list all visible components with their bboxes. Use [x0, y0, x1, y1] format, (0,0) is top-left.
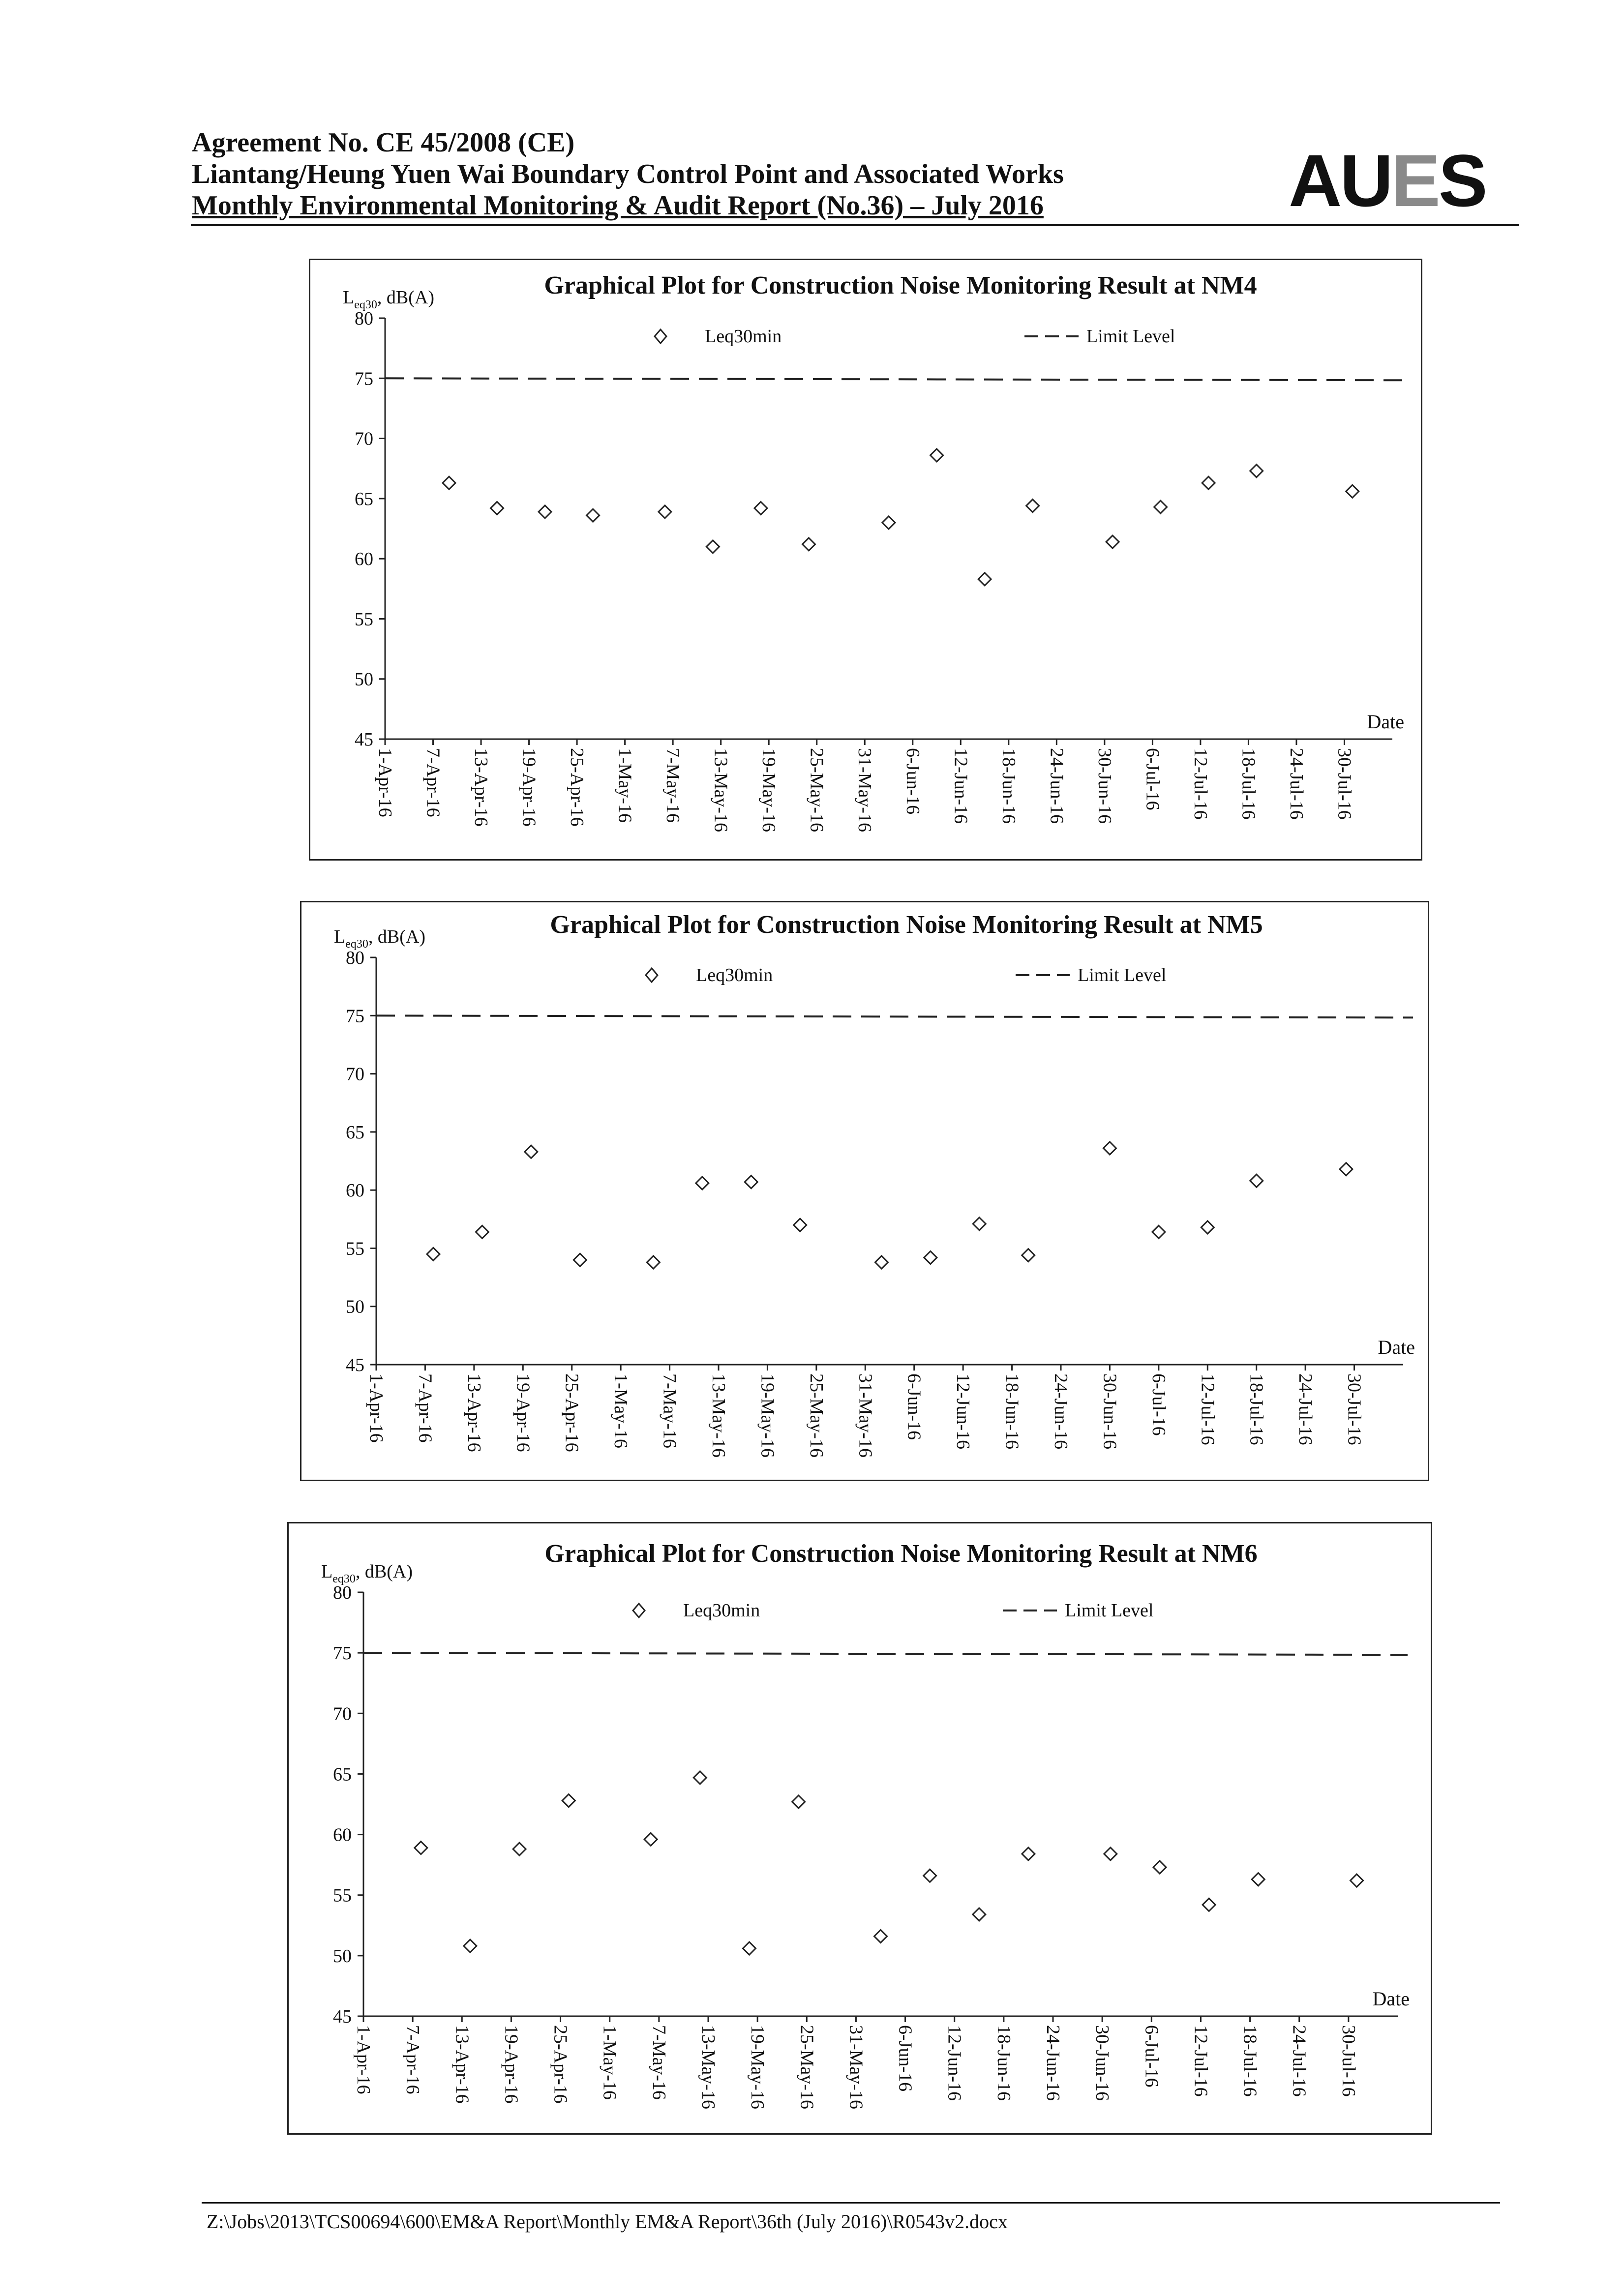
- x-tick-label: 30-Jun-16: [1092, 2025, 1113, 2101]
- data-point: [1106, 536, 1119, 548]
- x-tick-label: 7-May-16: [659, 1373, 680, 1448]
- data-point: [464, 1939, 477, 1952]
- y-tick-label: 70: [333, 1703, 352, 1725]
- x-tick-label: 30-Jul-16: [1338, 2025, 1359, 2097]
- x-tick-label: 7-Apr-16: [415, 1373, 436, 1443]
- data-point: [1351, 1874, 1363, 1887]
- data-point: [924, 1251, 937, 1264]
- data-point: [794, 1219, 807, 1231]
- y-tick-label: 75: [333, 1643, 352, 1664]
- header-rule: [191, 224, 1519, 226]
- data-point: [1154, 501, 1167, 513]
- x-tick-label: 24-Jul-16: [1295, 1373, 1316, 1445]
- aues-logo: [1289, 139, 1486, 222]
- x-tick-label: 30-Jul-16: [1344, 1373, 1365, 1445]
- x-tick-label: 18-Jul-16: [1238, 748, 1259, 820]
- x-tick-label: 6-Jul-16: [1141, 2025, 1162, 2087]
- y-axis-label: $L_{eq30}$, dB(A): [343, 287, 434, 311]
- x-tick-label: 24-Jun-16: [1051, 1373, 1071, 1450]
- y-tick-label: 60: [346, 1180, 364, 1201]
- limit-level-line: [363, 1653, 1408, 1655]
- data-point: [1026, 500, 1039, 512]
- legend-label-leq30min: Leq30min: [683, 1600, 760, 1621]
- x-tick-label: 12-Jul-16: [1190, 748, 1211, 820]
- x-tick-label: 7-Apr-16: [422, 748, 444, 817]
- data-point: [513, 1843, 526, 1855]
- y-tick-label: 65: [355, 488, 373, 509]
- y-tick-label: 65: [346, 1122, 364, 1143]
- chart-svg: [289, 1523, 1431, 2133]
- y-tick-label: 70: [346, 1064, 364, 1085]
- x-tick-label: 19-Apr-16: [501, 2025, 522, 2104]
- legend-marker-leq30min: [655, 329, 666, 343]
- chart-title: Graphical Plot for Construction Noise Monitoring Result at NM4: [544, 271, 1257, 299]
- x-tick-label: 12-Jul-16: [1190, 2025, 1211, 2097]
- data-point: [802, 538, 815, 551]
- legend-label-leq30min: Leq30min: [705, 326, 782, 347]
- chart-nm4: [309, 259, 1422, 861]
- y-axis-label: $L_{eq30}$, dB(A): [334, 926, 425, 951]
- data-point: [1152, 1225, 1165, 1238]
- limit-level-line: [385, 378, 1402, 380]
- y-tick-label: 50: [355, 669, 373, 690]
- y-tick-label: 75: [355, 368, 373, 389]
- x-tick-label: 25-Apr-16: [550, 2025, 571, 2104]
- y-tick-label: 70: [355, 428, 373, 449]
- data-point: [644, 1833, 657, 1846]
- x-tick-label: 25-May-16: [806, 1373, 827, 1458]
- data-point: [792, 1795, 805, 1808]
- data-point: [1153, 1861, 1166, 1874]
- data-point: [931, 449, 943, 462]
- data-point: [415, 1842, 427, 1854]
- x-tick-label: 13-Apr-16: [451, 2025, 473, 2104]
- data-point: [562, 1794, 575, 1807]
- data-point: [1103, 1142, 1116, 1155]
- data-point: [696, 1177, 709, 1190]
- x-tick-label: 13-May-16: [708, 1373, 729, 1458]
- y-tick-label: 45: [346, 1355, 364, 1375]
- y-tick-label: 80: [346, 948, 364, 968]
- y-tick-label: 80: [333, 1582, 352, 1603]
- data-point: [706, 540, 719, 553]
- x-tick-label: 31-May-16: [855, 1373, 876, 1458]
- x-tick-label: 30-Jun-16: [1094, 748, 1115, 824]
- data-point: [539, 506, 551, 518]
- data-point: [743, 1942, 755, 1955]
- project-title: Liantang/Heung Yuen Wai Boundary Control Point and Associated Works: [192, 159, 1064, 189]
- y-tick-label: 60: [355, 549, 373, 570]
- data-point: [427, 1248, 440, 1260]
- y-tick-label: 45: [355, 729, 373, 750]
- data-point: [525, 1145, 538, 1158]
- data-point: [693, 1771, 706, 1784]
- x-tick-label: 13-Apr-16: [471, 748, 492, 827]
- x-tick-label: 25-May-16: [796, 2025, 817, 2109]
- x-tick-label: 18-Jul-16: [1246, 1373, 1267, 1445]
- data-point: [924, 1869, 936, 1882]
- x-tick-label: 7-May-16: [648, 2025, 669, 2100]
- y-tick-label: 60: [333, 1824, 352, 1846]
- x-tick-label: 19-Apr-16: [518, 748, 540, 827]
- data-point: [1202, 477, 1215, 489]
- y-tick-label: 50: [333, 1945, 352, 1967]
- report-title: Monthly Environmental Monitoring & Audit Report (No.36) – July 2016: [192, 190, 1044, 221]
- x-tick-label: 12-Jun-16: [944, 2025, 965, 2101]
- x-tick-label: 18-Jun-16: [993, 2025, 1014, 2101]
- x-tick-label: 1-Apr-16: [353, 2025, 374, 2094]
- data-point: [874, 1930, 887, 1942]
- legend-label-limit: Limit Level: [1065, 1600, 1154, 1621]
- x-tick-label: 31-May-16: [845, 2025, 867, 2109]
- x-tick-label: 24-Jul-16: [1286, 748, 1307, 820]
- legend-marker-leq30min: [646, 968, 658, 982]
- x-tick-label: 7-May-16: [662, 748, 684, 823]
- x-tick-label: 7-Apr-16: [402, 2025, 423, 2094]
- x-tick-label: 1-May-16: [599, 2025, 620, 2100]
- x-tick-label: 24-Jul-16: [1289, 2025, 1310, 2097]
- data-point: [647, 1256, 660, 1269]
- data-point: [1340, 1163, 1353, 1176]
- y-tick-label: 55: [333, 1885, 352, 1906]
- x-tick-label: 6-Jul-16: [1142, 748, 1163, 810]
- data-point: [1022, 1249, 1035, 1262]
- footer-rule: [202, 2202, 1500, 2204]
- x-tick-label: 30-Jun-16: [1099, 1373, 1120, 1450]
- x-tick-label: 6-Jun-16: [903, 1373, 925, 1440]
- y-tick-label: 50: [346, 1296, 364, 1317]
- logo-text-end: S: [1438, 139, 1486, 222]
- data-point: [1203, 1898, 1215, 1911]
- x-tick-label: 19-May-16: [747, 2025, 768, 2109]
- y-tick-label: 75: [346, 1006, 364, 1027]
- file-path: Z:\Jobs\2013\TCS00694\600\EM&A Report\Monthly EM&A Report\36th (July 2016)\R0543v2.docx: [207, 2210, 1008, 2233]
- data-point: [1104, 1848, 1117, 1860]
- x-tick-label: 19-May-16: [757, 1373, 778, 1458]
- data-point: [882, 516, 895, 529]
- data-point: [978, 573, 991, 586]
- data-point: [754, 502, 767, 514]
- data-point: [1201, 1221, 1214, 1234]
- x-tick-label: 1-May-16: [610, 1373, 632, 1448]
- data-point: [973, 1908, 986, 1921]
- data-point: [587, 509, 600, 522]
- data-point: [973, 1218, 986, 1230]
- x-tick-label: 6-Jul-16: [1148, 1373, 1169, 1436]
- chart-svg: [301, 902, 1428, 1480]
- x-tick-label: 12-Jul-16: [1197, 1373, 1218, 1445]
- x-tick-label: 31-May-16: [854, 748, 875, 832]
- legend-label-limit: Limit Level: [1086, 326, 1175, 347]
- x-tick-label: 6-Jun-16: [895, 2025, 916, 2092]
- data-point: [443, 477, 455, 489]
- x-tick-label: 6-Jun-16: [902, 748, 923, 815]
- legend-label-leq30min: Leq30min: [696, 965, 773, 985]
- x-tick-label: 12-Jun-16: [953, 1373, 974, 1450]
- data-point: [1250, 1174, 1263, 1187]
- data-point: [476, 1225, 488, 1238]
- legend-label-limit: Limit Level: [1078, 965, 1167, 985]
- y-tick-label: 65: [333, 1764, 352, 1785]
- x-tick-label: 18-Jul-16: [1239, 2025, 1261, 2097]
- x-tick-label: 13-May-16: [698, 2025, 719, 2109]
- chart-svg: [310, 260, 1421, 859]
- y-tick-label: 55: [346, 1238, 364, 1259]
- x-tick-label: 19-Apr-16: [512, 1373, 534, 1452]
- x-tick-label: 1-May-16: [614, 748, 635, 823]
- chart-nm5: [300, 901, 1429, 1481]
- x-tick-label: 24-Jun-16: [1043, 2025, 1063, 2101]
- agreement-number: Agreement No. CE 45/2008 (CE): [192, 127, 575, 158]
- data-point: [491, 502, 504, 514]
- legend-marker-leq30min: [633, 1604, 645, 1617]
- logo-text-dim: E: [1391, 139, 1439, 222]
- x-axis-label: Date: [1372, 1988, 1410, 2010]
- chart-title: Graphical Plot for Construction Noise Monitoring Result at NM6: [544, 1540, 1258, 1568]
- x-tick-label: 25-May-16: [806, 748, 827, 832]
- data-point: [659, 506, 671, 518]
- x-tick-label: 13-May-16: [710, 748, 731, 832]
- x-tick-label: 25-Apr-16: [567, 748, 588, 827]
- x-tick-label: 18-Jun-16: [1001, 1373, 1023, 1450]
- data-point: [1250, 465, 1263, 477]
- x-axis-label: Date: [1378, 1336, 1415, 1358]
- data-point: [573, 1253, 586, 1266]
- y-tick-label: 80: [355, 308, 373, 329]
- data-point: [875, 1256, 888, 1269]
- limit-level-line: [376, 1015, 1413, 1017]
- x-axis-label: Date: [1367, 711, 1404, 733]
- x-tick-label: 19-May-16: [758, 748, 780, 832]
- x-tick-label: 12-Jun-16: [950, 748, 971, 824]
- y-axis-label: $L_{eq30}$, dB(A): [321, 1561, 413, 1585]
- x-tick-label: 1-Apr-16: [375, 748, 395, 817]
- logo-text-main: AU: [1289, 139, 1391, 222]
- data-point: [1252, 1873, 1264, 1886]
- x-tick-label: 24-Jun-16: [1046, 748, 1067, 824]
- y-tick-label: 55: [355, 609, 373, 630]
- x-tick-label: 25-Apr-16: [561, 1373, 582, 1452]
- data-point: [1022, 1848, 1035, 1860]
- x-tick-label: 1-Apr-16: [366, 1373, 387, 1443]
- data-point: [1346, 485, 1359, 498]
- x-tick-label: 13-Apr-16: [463, 1373, 484, 1452]
- chart-nm6: [287, 1522, 1432, 2135]
- data-point: [745, 1176, 757, 1189]
- x-tick-label: 18-Jun-16: [998, 748, 1019, 824]
- y-tick-label: 45: [333, 2006, 352, 2027]
- x-tick-label: 30-Jul-16: [1334, 748, 1355, 820]
- chart-title: Graphical Plot for Construction Noise Monitoring Result at NM5: [550, 911, 1263, 939]
